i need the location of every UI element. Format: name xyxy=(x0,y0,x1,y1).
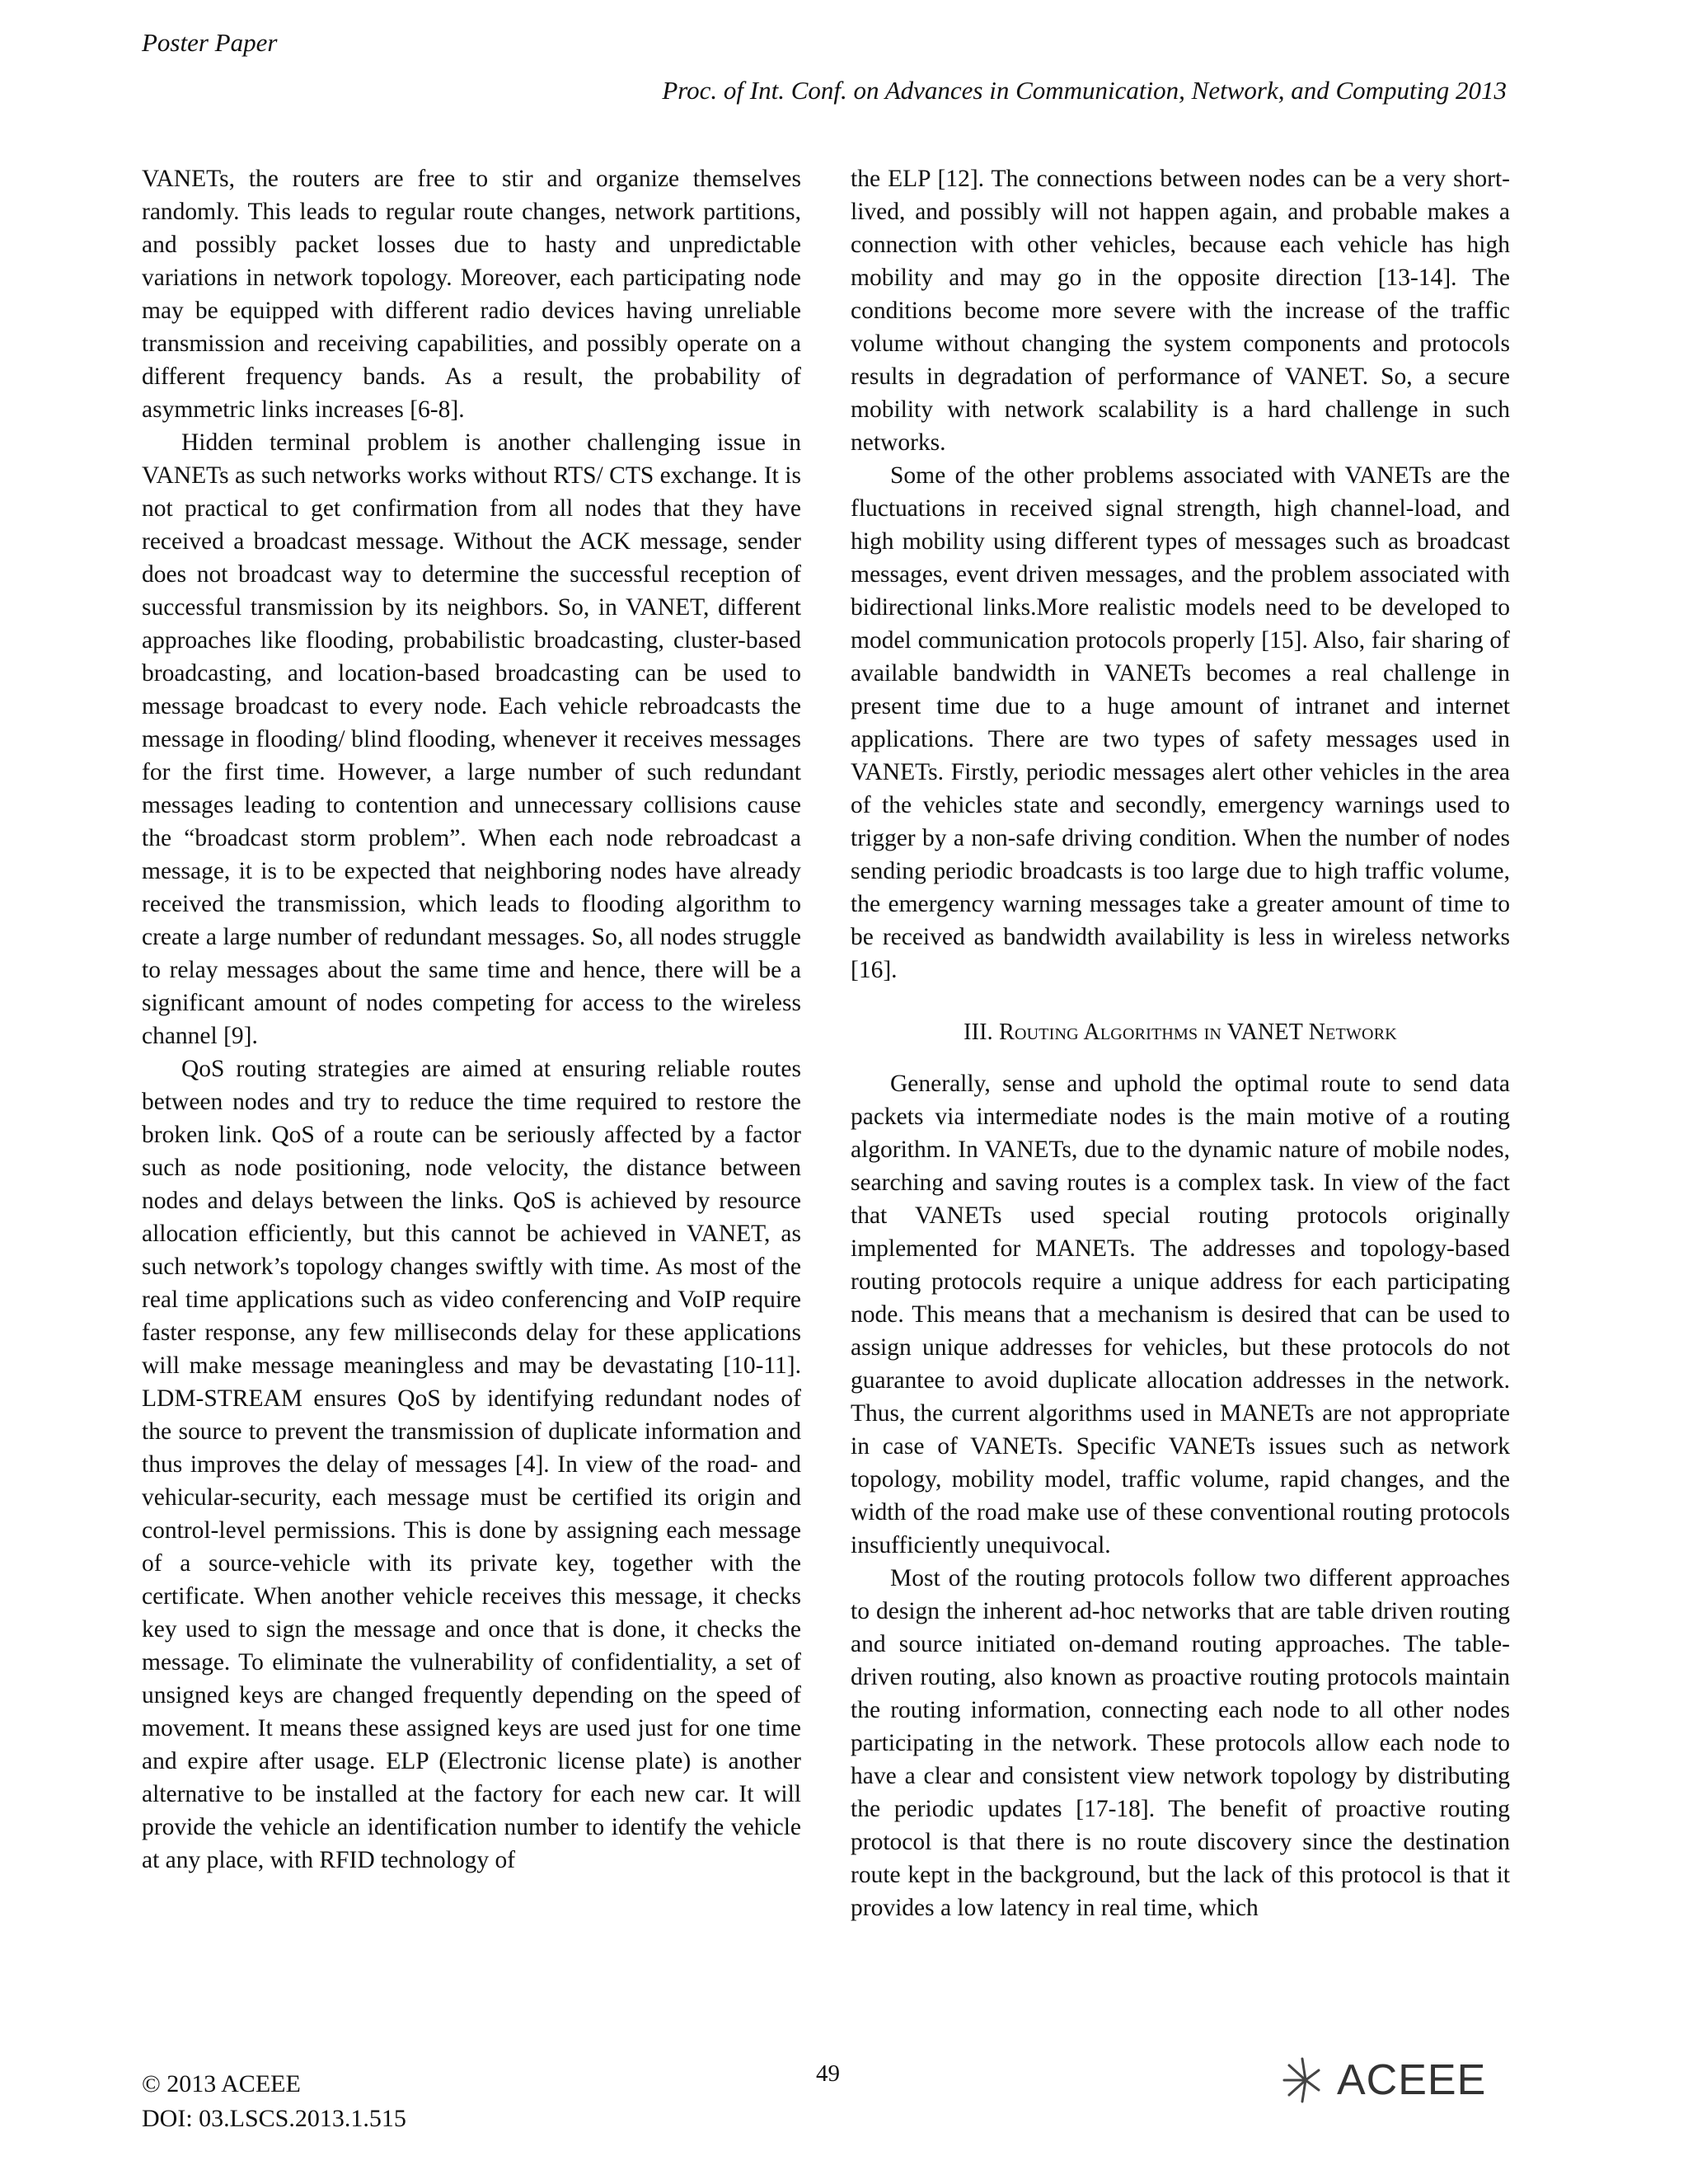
page-number: 49 xyxy=(816,2060,840,2087)
logo-text: ACEEE xyxy=(1337,2056,1487,2104)
paragraph: the ELP [12]. The connections between nodes can be a very short-lived, and possibly will not happen again, and probable makes a connection with other vehicles, because each vehicle has high mobility and may go in the opposite direction [13-14]. The conditions become more severe with the increase of the traffic volume without changing the system components and protocols results in degradation of performance of VANET. So, a secure mobility with network scalability is a hard challenge in such networks. xyxy=(851,166,1510,456)
footer-info xyxy=(142,2067,406,2136)
running-header-left: Poster Paper xyxy=(142,28,278,57)
section-title: Routing Algorithms in VANET Network xyxy=(999,1019,1397,1045)
section-number: III. xyxy=(964,1019,993,1045)
right-column xyxy=(851,162,1510,1924)
paragraph: Hidden terminal problem is another challenging issue in VANETs as such networks works without RTS/ CTS exchange. It is not practical to get confirmation from all nodes that they have received a broadcast message. Without the ACK message, sender does not broadcast way to determine the successful reception of successful transmission by its neighbors. So, in VANET, different approaches like flooding, probabilistic broadcasting, cluster-based broadcasting, and location-based broadcasting can be used to message broadcast to every node. Each vehicle rebroadcasts the message in flooding/ blind flooding, whenever it receives messages for the first time. However, a large number of such redundant messages leading to contention and unnecessary collisions cause the “broadcast storm problem”. When each node rebroadcast a message, it is to be expected that neighboring nodes have already received the transmission, which leads to flooding algorithm to create a large number of redundant messages. So, all nodes struggle to relay messages about the same time and hence, there will be a significant amount of nodes competing for access to the wireless channel [9]. xyxy=(142,429,801,1049)
section-heading xyxy=(851,1016,1510,1049)
star-burst-icon xyxy=(1279,2054,1332,2107)
paragraph: Some of the other problems associated with VANETs are the fluctuations in received signal strength, high channel-load, and high mobility using different types of messages such as broadcast messages, event driven messages, and the problem associated with bidirectional links.More realistic models need to be developed to model communication protocols properly [15]. Also, fair sharing of available bandwidth in VANETs becomes a real challenge in present time due to a huge amount of intranet and internet applications. There are two types of safety messages used in VANETs. Firstly, periodic messages alert other vehicles in the area of the vehicles state and secondly, emergency warnings used to trigger by a non-safe driving condition. When the number of nodes sending periodic broadcasts is too large due to high traffic volume, the emergency warning messages take a greater amount of time to be received as bandwidth availability is less in wireless networks [16]. xyxy=(851,462,1510,983)
paragraph: Generally, sense and uphold the optimal route to send data packets via intermediate nodes is the main motive of a routing algorithm. In VANETs, due to the dynamic nature of mobile nodes, searching and saving routes is a complex task. In view of the fact that VANETs used special routing protocols originally implemented for MANETs. The addresses and topology-based routing protocols require a unique address for each participating node. This means that a mechanism is desired that can be used to assign unique addresses for vehicles, but these protocols do not guarantee to avoid duplicate allocation addresses in the network. Thus, the current algorithms used in MANETs are not appropriate in case of VANETs. Specific VANETs issues such as network topology, mobility model, traffic volume, rapid changes, and the width of the road make use of these conventional routing protocols insufficiently unequivocal. xyxy=(851,1071,1510,1558)
publisher-logo xyxy=(1279,2054,1486,2107)
paragraph: VANETs, the routers are free to stir and organize themselves randomly. This leads to regular route changes, network partitions, and possibly packet losses due to hasty and unpredictable variations in network topology. Moreover, each participating node may be equipped with different radio devices having unreliable transmission and receiving capabilities, and possibly operate on a different frequency bands. As a result, the probability of asymmetric links increases [6-8]. xyxy=(142,166,801,423)
copyright: © 2013 ACEEE xyxy=(142,2070,301,2097)
paragraph: Most of the routing protocols follow two different approaches to design the inherent ad-hoc networks that are table driven routing and source initiated on-demand routing approaches. The table-driven routing, also known as proactive routing protocols maintain the routing information, connecting each node to all other nodes participating in the network. These protocols allow each node to have a clear and consistent view network topology by distributing the periodic updates [17-18]. The benefit of proactive routing protocol is that there is no route discovery since the destination route kept in the background, but the lack of this protocol is that it provides a low latency in real time, which xyxy=(851,1565,1510,1921)
left-column xyxy=(142,162,801,1877)
paragraph: QoS routing strategies are aimed at ensuring reliable routes between nodes and try to reduce the time required to restore the broken link. QoS of a route can be seriously affected by a factor such as node positioning, node velocity, the distance between nodes and delays between the links. QoS is achieved by resource allocation efficiently, but this cannot be achieved in VANET, as such network’s topology changes swiftly with time. As most of the real time applications such as video conferencing and VoIP require faster response, any few milliseconds delay for these applications will make message meaningless and may be devastating [10-11]. LDM-STREAM ensures QoS by identifying redundant nodes of the source to prevent the transmission of duplicate information and thus improves the delay of messages [4]. In view of the road- and vehicular-security, each message must be certified its origin and control-level permissions. This is done by assigning each message of a source-vehicle with its private key, together with the certificate. When another vehicle receives this message, it checks key used to sign the message and once that is done, it checks the message. To eliminate the vulnerability of confidentiality, a set of unsigned keys are changed frequently depending on the speed of movement. It means these assigned keys are used just for one time and expire after usage. ELP (Electronic license plate) is another alternative to be installed at the factory for each new car. It will provide the vehicle an identification number to identify the vehicle at any place, with RFID technology of xyxy=(142,1056,801,1873)
doi: DOI: 03.LSCS.2013.1.515 xyxy=(142,2105,406,2132)
running-header-right: Proc. of Int. Conf. on Advances in Communication, Network, and Computing 2013 xyxy=(662,76,1507,105)
